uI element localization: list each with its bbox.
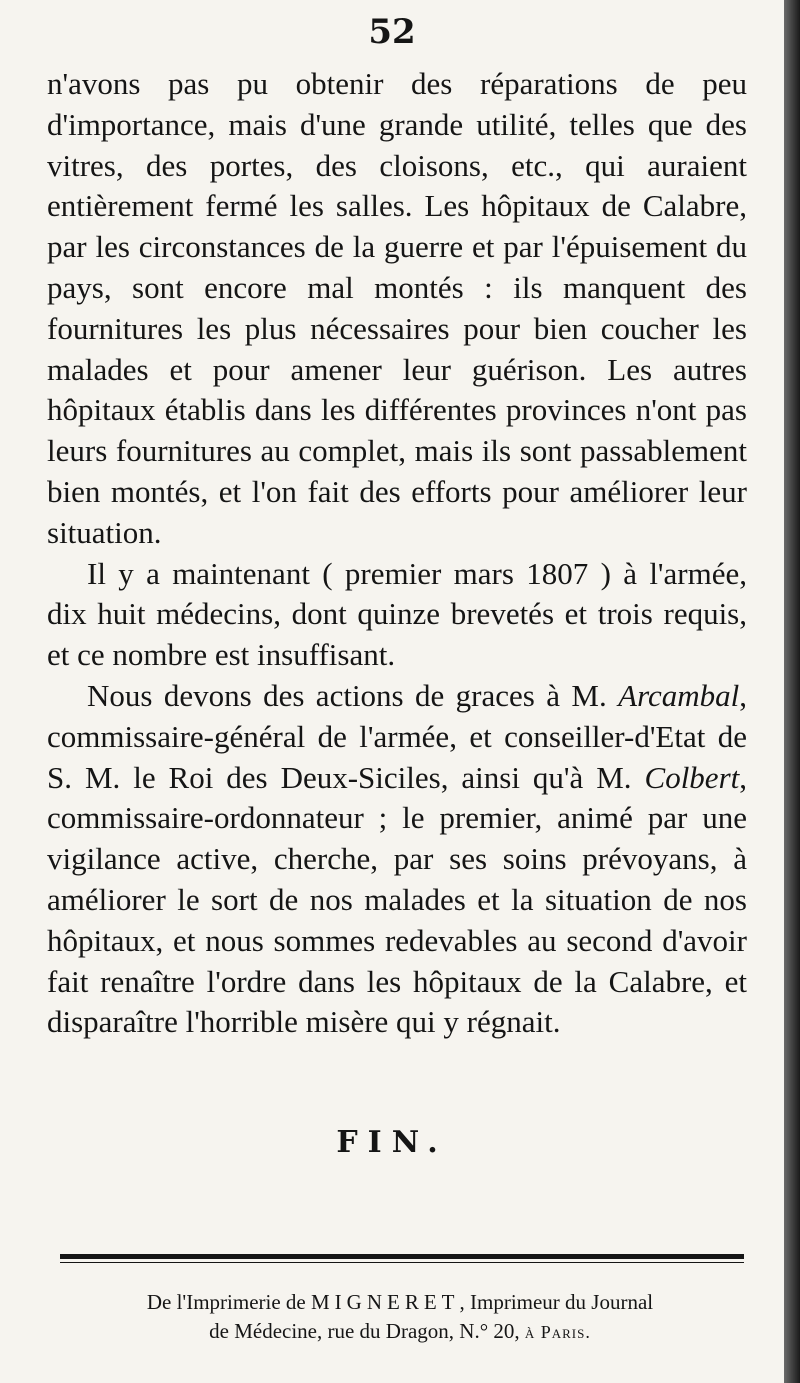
imprint-line-1	[40, 1288, 760, 1316]
paragraph-3	[47, 676, 747, 1043]
paragraph-3-text-2: , commissaire-général de l'armée, et conseiller-d'Etat de S. M. le Roi des Deux-Siciles, ainsi qu'à M.	[47, 677, 747, 795]
fin-heading: FIN.	[336, 1125, 448, 1160]
imprint-city: à Paris.	[524, 1322, 591, 1342]
book-edge	[784, 0, 800, 1383]
page-number: 52	[368, 12, 416, 52]
printer-name: MIGNERET	[311, 1290, 460, 1314]
body-text	[47, 64, 747, 1043]
divider-thick	[60, 1254, 744, 1259]
name-arcambal: Arcambal	[618, 677, 740, 713]
divider-thin	[60, 1262, 744, 1263]
imprint-text-a: De l'Imprimerie de	[146, 1290, 311, 1314]
imprint-address: de Médecine, rue du Dragon, N.° 20,	[209, 1319, 525, 1343]
paragraph-3-text-3: , commissaire-ordonnateur ; le premier, animé par une vigilance active, cherche, par ses soins prévoyans, à améliorer le sort de nos malades et la situation de nos hôpitaux, et nous sommes redevables au second d'avoir fait renaître l'ordre dans les hôpitaux de la Calabre, et disparaître l'horrible misère qui y régnait.	[47, 759, 747, 1040]
paragraph-2: Il y a maintenant ( premier mars 1807 ) à l'armée, dix huit médecins, dont quinze brevetés et trois requis, et ce nombre est insuffisant.	[47, 555, 747, 673]
paragraph-1: n'avons pas pu obtenir des réparations de peu d'importance, mais d'une grande utilité, telles que des vitres, des portes, des cloisons, etc., qui auraient entièrement fermé les salles. Les hôpitaux de Calabre, par les circonstances de la guerre et par l'épuisement du pays, sont encore mal montés : ils manquent des fournitures les plus nécessaires pour bien coucher les malades et pour amener leur guérison. Les autres hôpitaux établis dans les différentes provinces n'ont pas leurs fournitures au complet, mais ils sont passablement bien montés, et l'on fait des efforts pour améliorer leur situation.	[47, 66, 747, 550]
name-colbert: Colbert	[644, 759, 740, 795]
paragraph-3-text-1: Nous devons des actions de graces à M.	[87, 677, 619, 713]
imprint-text-b: , Imprimeur du Journal	[459, 1290, 654, 1314]
imprint-line-2	[40, 1317, 760, 1346]
